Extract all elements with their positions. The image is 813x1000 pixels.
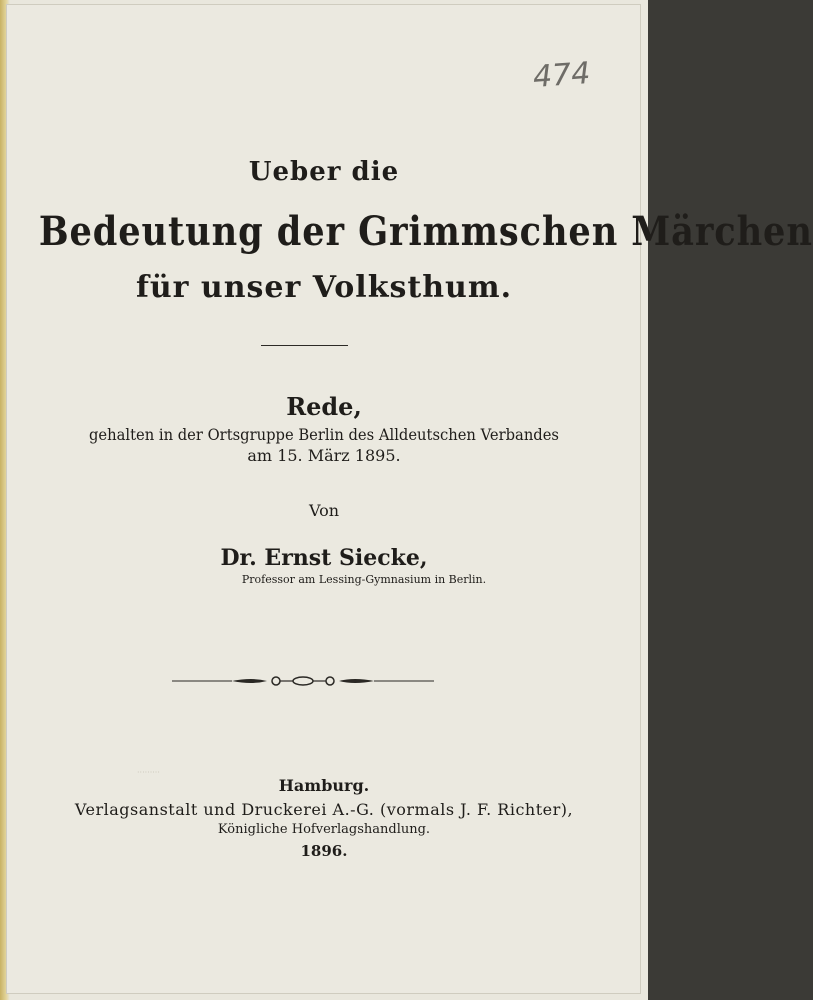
ornament-rule xyxy=(172,671,434,691)
shelfmark: 474 xyxy=(531,56,592,95)
title-rule xyxy=(261,345,348,346)
author-name: Dr. Ernst Siecke, xyxy=(220,545,428,571)
speech-heading: Rede, xyxy=(286,392,362,421)
title-line-3: für unser Volksthum. xyxy=(135,270,513,305)
by-label: Von xyxy=(308,501,340,520)
imprint-publisher: Verlagsanstalt und Druckerei A.-G. (vormals J. F. Richter), xyxy=(74,800,574,819)
faint-stamp: ········· xyxy=(137,768,160,777)
author-affiliation: Professor am Lessing-Gymnasium in Berlin. xyxy=(241,573,487,586)
speech-date: am 15. März 1895. xyxy=(247,446,401,465)
title-line-1: Ueber die xyxy=(248,157,400,187)
speech-occasion: gehalten in der Ortsgruppe Berlin des Alldeutschen Verbandes xyxy=(89,425,559,444)
title-line-2: Bedeutung der Grimmschen Märchen xyxy=(38,208,813,255)
imprint-year: 1896. xyxy=(300,842,348,860)
imprint-city: Hamburg. xyxy=(278,776,370,795)
imprint-court-title: Königliche Hofverlagshandlung. xyxy=(217,822,431,837)
